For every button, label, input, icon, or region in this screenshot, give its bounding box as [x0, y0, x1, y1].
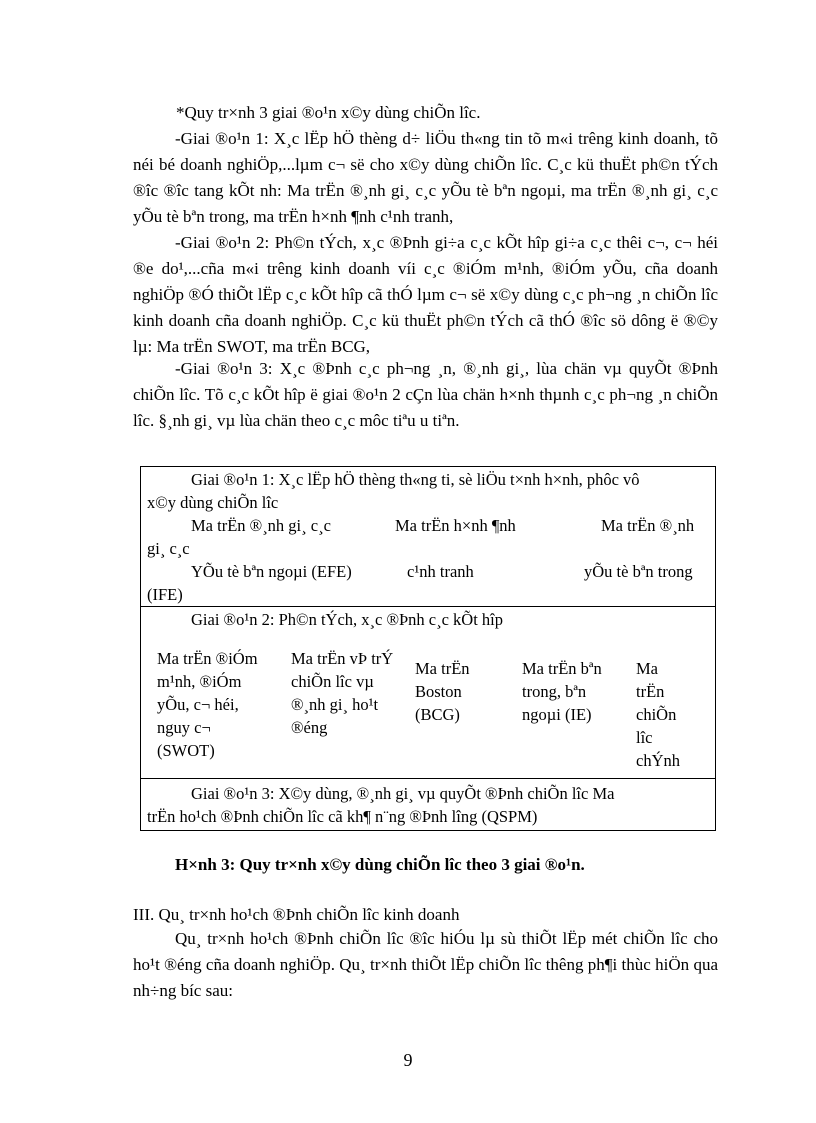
- stage1-box: [141, 467, 715, 607]
- section-heading: III. Qu¸ tr×nh ho¹ch ®Þnh chiÕn lîc kinh doanh: [133, 905, 460, 924]
- ife-label-cont: gi¸ c¸c: [147, 539, 190, 558]
- efe-label: Ma trËn ®¸nh gi¸ c¸c: [191, 516, 331, 535]
- stage1-paragraph: -Giai ®o¹n 1: X¸c lËp hÖ thèng d÷ liÖu th«ng tin tõ m«i trêng kinh doanh, tõ néi bé doanh nghiÖp,...lµm c¬ së cho x©y dùng chiÕn lîc. C¸c kü thuËt ph©n tÝch ®îc ®îc tang kÕt nh: Ma trËn ®¸nh gi¸ c¸c yÕu tè bªn ngoµi, ma trËn ®¸nh gi¸ c¸c yÕu tè bªn trong, ma trËn h×nh ¶nh c¹nh tranh,: [133, 129, 718, 226]
- stage2-title: Giai ®o¹n 2: Ph©n tÝch, x¸c ®Þnh c¸c kÕt hîp: [191, 610, 504, 629]
- stage3-paragraph: -Giai ®o¹n 3: X¸c ®Þnh c¸c ph¬ng ¸n, ®¸nh gi¸, lùa chän vµ quyÕt ®Þnh chiÕn lîc. Tõ c¸c kÕt hîp ë giai ®o¹n 2 cÇn lùa chän h×nh thµnh c¸c ph¬ng ¸n chiÕn lîc. §¸nh gi¸ vµ lùa chän theo c¸c môc tiªu u tiªn.: [133, 359, 718, 430]
- cpm-label: Ma trËn h×nh ¶nh: [395, 516, 516, 535]
- page-number: 9: [403, 1050, 413, 1070]
- grand-strategy-matrix-label: Ma trËn chiÕn lîc chÝnh: [636, 659, 680, 770]
- swot-matrix-label: Ma trËn ®iÓm m¹nh, ®iÓm yÕu, c¬ héi, nguy c¬ (SWOT): [157, 649, 258, 760]
- efe-label-2: YÕu tè bªn ngoµi (EFE): [191, 562, 352, 581]
- ife-label: Ma trËn ®¸nh: [601, 516, 695, 535]
- stage3-title: Giai ®o¹n 3: X©y dùng, ®¸nh gi¸ vµ quyÕt ®Þnh chiÕn lîc Ma: [191, 784, 615, 803]
- cpm-label-2: c¹nh tranh: [407, 562, 474, 581]
- stage2-box: [141, 607, 715, 779]
- figure-caption: H×nh 3: Quy tr×nh x©y dùng chiÕn lîc theo 3 giai ®o¹n.: [175, 855, 585, 874]
- section-paragraph: Qu¸ tr×nh ho¹ch ®Þnh chiÕn lîc ®îc hiÓu lµ sù thiÕt lËp mét chiÕn lîc cho ho¹t ®éng cña doanh nghiÖp. Qu¸ tr×nh thiÕt lËp chiÕn lîc thêng ph¶i thùc hiÖn qua nh÷ng bíc sau:: [133, 929, 718, 1000]
- ie-matrix-label: Ma trËn bªn trong, bªn ngoµi (IE): [522, 659, 602, 724]
- process-diagram: [140, 466, 716, 831]
- bcg-matrix-label: Ma trËn Boston (BCG): [415, 659, 470, 724]
- ife-label-2: yÕu tè bªn trong: [584, 562, 693, 581]
- space-matrix-label: Ma trËn vÞ trÝ chiÕn lîc vµ ®¸nh gi¸ ho¹t ®éng: [291, 649, 394, 737]
- stage1-title-cont: x©y dùng chiÕn lîc: [147, 493, 279, 512]
- ife-label-2-cont: (IFE): [147, 585, 183, 604]
- stage3-box: [141, 779, 715, 831]
- stage1-title: Giai ®o¹n 1: X¸c lËp hÖ thèng th«ng ti, sè liÖu t×nh h×nh, phôc vô: [191, 470, 640, 489]
- process-heading: *Quy tr×nh 3 giai ®o¹n x©y dùng chiÕn lîc.: [176, 103, 481, 122]
- stage2-paragraph: -Giai ®o¹n 2: Ph©n tÝch, x¸c ®Þnh gi÷a c¸c kÕt hîp gi÷a c¸c thêi c¬, c¬ héi ®e do¹,...cña m«i trêng kinh doanh víi c¸c ®iÓm m¹nh, ®iÓm yÕu, cña doanh nghiÖp ®Ó thiÕt lËp c¸c kÕt hîp cã thÓ lµm c¬ së x©y dùng c¸c ph¬ng ¸n chiÕn lîc kinh doanh cña doanh nghiÖp. C¸c kü thuËt ph©n tÝch cã thÓ ®îc sö dông ë ®©y lµ: Ma trËn SWOT, ma trËn BCG,: [133, 233, 718, 356]
- stage3-title-cont: trËn ho¹ch ®Þnh chiÕn lîc cã kh¶ n¨ng ®Þnh lîng (QSPM): [147, 807, 538, 826]
